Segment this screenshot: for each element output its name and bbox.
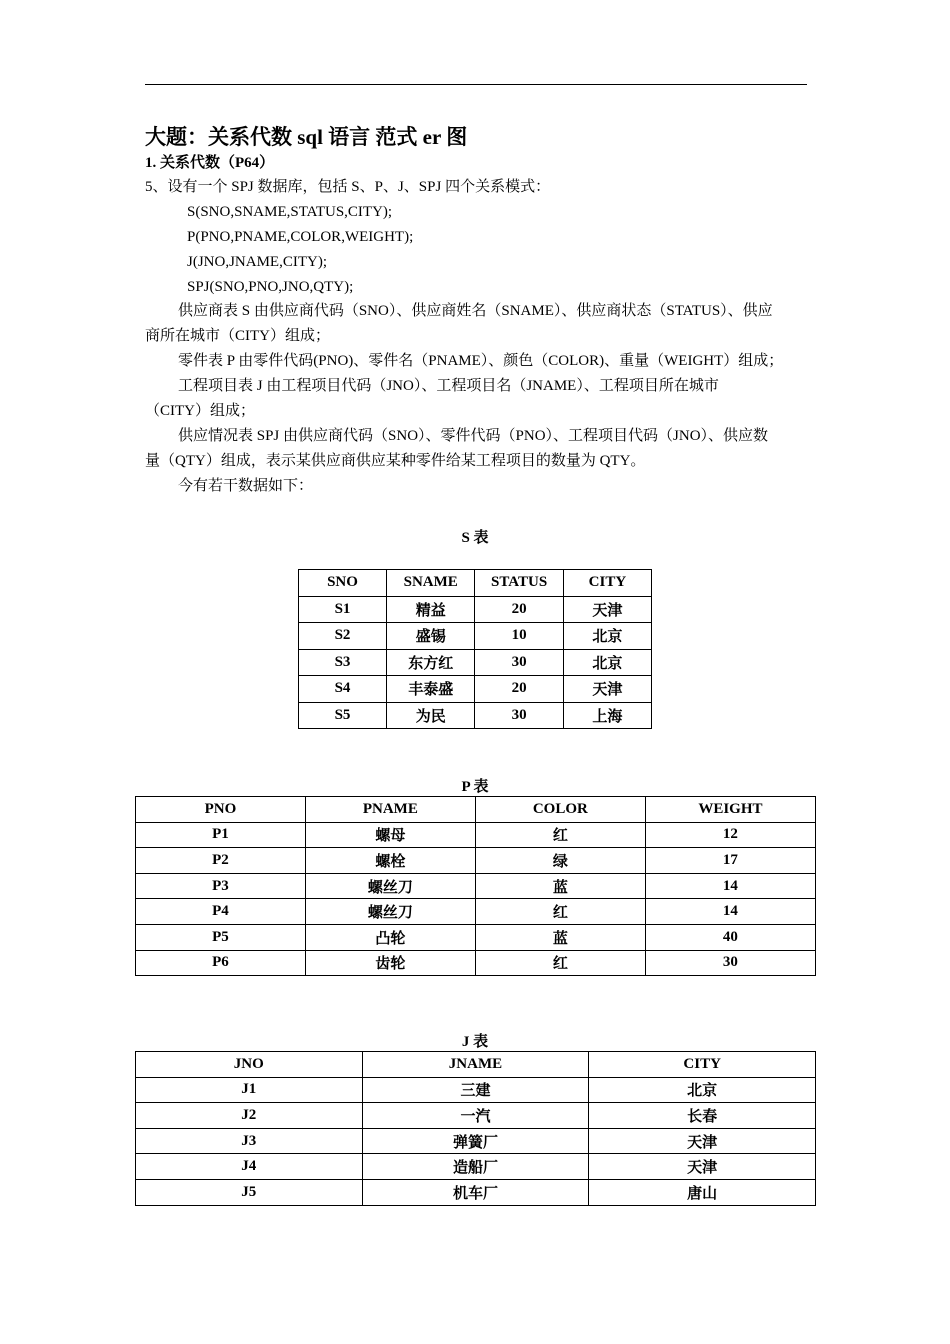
table-cell: 14	[645, 873, 815, 899]
table-row	[136, 1103, 816, 1129]
table-cell: 一汽	[362, 1103, 589, 1129]
paragraph-line: 供应商表 S 由供应商代码（SNO）、供应商姓名（SNAME）、供应商状态（STATUS）、供应	[178, 303, 773, 319]
table-cell: P2	[136, 848, 306, 874]
table-row	[136, 950, 816, 976]
table-cell: J4	[136, 1154, 363, 1180]
table-cell: 天津	[563, 676, 651, 703]
column-header: PNO	[136, 797, 306, 823]
table-cell: 17	[645, 848, 815, 874]
table-cell: 北京	[563, 649, 651, 676]
column-header: SNAME	[387, 570, 475, 597]
column-header: JNAME	[362, 1052, 589, 1078]
s-table-caption: S 表	[461, 530, 489, 546]
paragraph-line: 商所在城市（CITY）组成；	[145, 328, 330, 344]
column-header: CITY	[563, 570, 651, 597]
table-row	[136, 899, 816, 925]
paragraph-line: 量（QTY）组成，表示某供应商供应某种零件给某工程项目的数量为 QTY。	[145, 453, 646, 469]
schema-line: J(JNO,JNAME,CITY);	[187, 254, 327, 270]
paragraph-line: 供应情况表 SPJ 由供应商代码（SNO）、零件代码（PNO）、工程项目代码（JNO）、供应数	[178, 428, 769, 444]
table-row	[299, 649, 652, 676]
table-row	[136, 1154, 816, 1180]
paragraph-line: 工程项目表 J 由工程项目代码（JNO）、工程项目名（JNAME）、工程项目所在城市	[178, 378, 719, 394]
column-header: JNO	[136, 1052, 363, 1078]
table-cell: 长春	[589, 1103, 816, 1129]
j-table-caption: J 表	[461, 1034, 489, 1050]
question-line: 5、设有一个 SPJ 数据库，包括 S、P、J、SPJ 四个关系模式：	[145, 179, 551, 195]
schema-line: P(PNO,PNAME,COLOR,WEIGHT);	[187, 229, 414, 245]
table-cell: 上海	[563, 702, 651, 729]
schema-line: SPJ(SNO,PNO,JNO,QTY);	[187, 279, 354, 295]
table-cell: 10	[475, 623, 563, 650]
paragraph-line: 今有若干数据如下：	[178, 478, 314, 494]
schema-line: S(SNO,SNAME,STATUS,CITY);	[187, 204, 393, 220]
table-row	[136, 1179, 816, 1205]
table-cell: 盛锡	[387, 623, 475, 650]
table-cell: J5	[136, 1179, 363, 1205]
s-table	[298, 569, 652, 729]
table-cell: P5	[136, 924, 306, 950]
table-cell: 三建	[362, 1077, 589, 1103]
table-cell: 天津	[563, 596, 651, 623]
paragraph-line: （CITY）组成；	[145, 403, 255, 419]
table-header-row	[299, 570, 652, 597]
table-cell: 红	[475, 950, 645, 976]
table-cell: 机车厂	[362, 1179, 589, 1205]
section-heading: 1. 关系代数（P64）	[145, 155, 275, 171]
table-cell: 北京	[589, 1077, 816, 1103]
table-cell: 红	[475, 899, 645, 925]
p-table-caption: P 表	[461, 779, 489, 795]
table-cell: 丰泰盛	[387, 676, 475, 703]
table-cell: 20	[475, 676, 563, 703]
table-cell: 30	[475, 649, 563, 676]
paragraph-line: 零件表 P 由零件代码(PNO)、零件名（PNAME）、颜色（COLOR)、重量（WEIGHT）组成；	[178, 353, 784, 369]
table-cell: 绿	[475, 848, 645, 874]
table-cell: 造船厂	[362, 1154, 589, 1180]
table-row	[299, 596, 652, 623]
table-cell: 精益	[387, 596, 475, 623]
column-header: WEIGHT	[645, 797, 815, 823]
table-cell: 齿轮	[305, 950, 475, 976]
column-header: PNAME	[305, 797, 475, 823]
table-cell: S1	[299, 596, 387, 623]
table-cell: 弹簧厂	[362, 1128, 589, 1154]
table-row	[136, 1077, 816, 1103]
j-table	[135, 1051, 816, 1206]
table-cell: 30	[475, 702, 563, 729]
table-cell: P3	[136, 873, 306, 899]
table-cell: 12	[645, 822, 815, 848]
table-cell: J1	[136, 1077, 363, 1103]
table-cell: S5	[299, 702, 387, 729]
table-cell: 凸轮	[305, 924, 475, 950]
table-cell: 红	[475, 822, 645, 848]
table-cell: P4	[136, 899, 306, 925]
table-row	[136, 822, 816, 848]
table-header-row	[136, 797, 816, 823]
table-cell: S3	[299, 649, 387, 676]
table-cell: 螺母	[305, 822, 475, 848]
table-row	[136, 1128, 816, 1154]
table-cell: 螺丝刀	[305, 899, 475, 925]
table-cell: 天津	[589, 1128, 816, 1154]
table-cell: 14	[645, 899, 815, 925]
table-cell: 蓝	[475, 924, 645, 950]
table-cell: P6	[136, 950, 306, 976]
table-cell: 40	[645, 924, 815, 950]
table-cell: J3	[136, 1128, 363, 1154]
table-row	[299, 676, 652, 703]
table-cell: 北京	[563, 623, 651, 650]
table-cell: 蓝	[475, 873, 645, 899]
table-cell: 天津	[589, 1154, 816, 1180]
table-cell: 螺栓	[305, 848, 475, 874]
table-cell: 20	[475, 596, 563, 623]
table-row	[136, 873, 816, 899]
table-cell: S2	[299, 623, 387, 650]
header-rule	[145, 84, 807, 85]
table-header-row	[136, 1052, 816, 1078]
column-header: COLOR	[475, 797, 645, 823]
table-row	[299, 702, 652, 729]
table-cell: J2	[136, 1103, 363, 1129]
table-cell: 30	[645, 950, 815, 976]
column-header: SNO	[299, 570, 387, 597]
table-cell: S4	[299, 676, 387, 703]
column-header: STATUS	[475, 570, 563, 597]
table-row	[136, 848, 816, 874]
table-row	[299, 623, 652, 650]
table-cell: P1	[136, 822, 306, 848]
p-table	[135, 796, 816, 976]
page-title: 大题：关系代数 sql 语言 范式 er 图	[145, 125, 468, 149]
table-row	[136, 924, 816, 950]
column-header: CITY	[589, 1052, 816, 1078]
table-cell: 为民	[387, 702, 475, 729]
table-cell: 唐山	[589, 1179, 816, 1205]
table-cell: 东方红	[387, 649, 475, 676]
table-cell: 螺丝刀	[305, 873, 475, 899]
